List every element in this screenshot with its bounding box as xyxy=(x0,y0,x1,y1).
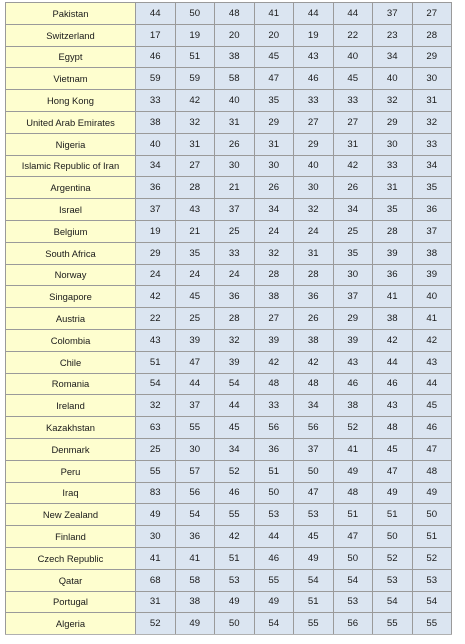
value-cell[interactable]: 42 xyxy=(333,155,373,177)
value-cell[interactable]: 31 xyxy=(136,591,176,613)
value-cell[interactable]: 51 xyxy=(254,460,294,482)
value-cell[interactable]: 28 xyxy=(175,177,215,199)
value-cell[interactable]: 44 xyxy=(175,373,215,395)
value-cell[interactable]: 28 xyxy=(294,264,334,286)
country-cell[interactable]: Portugal xyxy=(6,591,136,613)
value-cell[interactable]: 41 xyxy=(175,547,215,569)
value-cell[interactable]: 34 xyxy=(333,199,373,221)
value-cell[interactable]: 21 xyxy=(215,177,255,199)
value-cell[interactable]: 52 xyxy=(136,613,176,635)
table-row xyxy=(6,460,452,482)
value-cell[interactable]: 53 xyxy=(373,569,413,591)
value-cell[interactable]: 32 xyxy=(254,242,294,264)
table-row xyxy=(6,438,452,460)
value-cell[interactable]: 38 xyxy=(215,46,255,68)
value-cell[interactable]: 30 xyxy=(412,68,452,90)
value-cell[interactable]: 45 xyxy=(215,417,255,439)
value-cell[interactable]: 58 xyxy=(215,68,255,90)
value-cell[interactable]: 55 xyxy=(215,504,255,526)
value-cell[interactable]: 55 xyxy=(412,613,452,635)
value-cell[interactable]: 54 xyxy=(254,613,294,635)
value-cell[interactable]: 25 xyxy=(333,220,373,242)
value-cell[interactable]: 51 xyxy=(333,504,373,526)
value-cell[interactable]: 47 xyxy=(373,460,413,482)
value-cell[interactable]: 54 xyxy=(136,373,176,395)
value-cell[interactable]: 53 xyxy=(254,504,294,526)
value-cell[interactable]: 34 xyxy=(136,155,176,177)
value-cell[interactable]: 27 xyxy=(294,111,334,133)
value-cell[interactable]: 51 xyxy=(373,504,413,526)
value-cell[interactable]: 31 xyxy=(294,242,334,264)
value-cell[interactable]: 40 xyxy=(333,46,373,68)
value-cell[interactable]: 36 xyxy=(254,438,294,460)
value-cell[interactable]: 50 xyxy=(175,3,215,25)
value-cell[interactable]: 43 xyxy=(373,395,413,417)
value-cell[interactable]: 49 xyxy=(294,547,334,569)
country-cell[interactable]: Algeria xyxy=(6,613,136,635)
value-cell[interactable]: 39 xyxy=(215,351,255,373)
value-cell[interactable]: 54 xyxy=(412,591,452,613)
value-cell[interactable]: 83 xyxy=(136,482,176,504)
value-cell[interactable]: 34 xyxy=(412,155,452,177)
value-cell[interactable]: 44 xyxy=(294,3,334,25)
value-cell[interactable]: 37 xyxy=(175,395,215,417)
value-cell[interactable]: 38 xyxy=(412,242,452,264)
value-cell[interactable]: 57 xyxy=(175,460,215,482)
value-cell[interactable]: 29 xyxy=(333,308,373,330)
value-cell[interactable]: 26 xyxy=(333,177,373,199)
table-row xyxy=(6,46,452,68)
value-cell[interactable]: 24 xyxy=(175,264,215,286)
country-cell[interactable]: Islamic Republic of Iran xyxy=(6,155,136,177)
value-cell[interactable]: 31 xyxy=(254,133,294,155)
table-row xyxy=(6,373,452,395)
value-cell[interactable]: 30 xyxy=(175,438,215,460)
value-cell[interactable]: 27 xyxy=(254,308,294,330)
value-cell[interactable]: 44 xyxy=(254,526,294,548)
value-cell[interactable]: 46 xyxy=(373,373,413,395)
value-cell[interactable]: 47 xyxy=(175,351,215,373)
country-cell[interactable]: Hong Kong xyxy=(6,90,136,112)
value-cell[interactable]: 39 xyxy=(373,242,413,264)
country-cell[interactable]: Peru xyxy=(6,460,136,482)
value-cell[interactable]: 39 xyxy=(333,329,373,351)
value-cell[interactable]: 28 xyxy=(215,308,255,330)
country-cell[interactable]: Qatar xyxy=(6,569,136,591)
value-cell[interactable]: 48 xyxy=(254,373,294,395)
value-cell[interactable]: 55 xyxy=(175,417,215,439)
table-row xyxy=(6,613,452,635)
table-row xyxy=(6,417,452,439)
country-cell[interactable]: Switzerland xyxy=(6,24,136,46)
value-cell[interactable]: 56 xyxy=(254,417,294,439)
value-cell[interactable]: 63 xyxy=(136,417,176,439)
value-cell[interactable]: 49 xyxy=(175,613,215,635)
table-row xyxy=(6,482,452,504)
value-cell[interactable]: 54 xyxy=(175,504,215,526)
value-cell[interactable]: 36 xyxy=(215,286,255,308)
table-row xyxy=(6,68,452,90)
value-cell[interactable]: 35 xyxy=(412,177,452,199)
value-cell[interactable]: 46 xyxy=(254,547,294,569)
value-cell[interactable]: 42 xyxy=(412,329,452,351)
value-cell[interactable]: 42 xyxy=(136,286,176,308)
table-row xyxy=(6,199,452,221)
value-cell[interactable]: 39 xyxy=(254,329,294,351)
value-cell[interactable]: 22 xyxy=(333,24,373,46)
value-cell[interactable]: 55 xyxy=(254,569,294,591)
value-cell[interactable]: 50 xyxy=(333,547,373,569)
value-cell[interactable]: 30 xyxy=(373,133,413,155)
value-cell[interactable]: 46 xyxy=(215,482,255,504)
value-cell[interactable]: 68 xyxy=(136,569,176,591)
value-cell[interactable]: 41 xyxy=(373,286,413,308)
value-cell[interactable]: 44 xyxy=(373,351,413,373)
table-row xyxy=(6,504,452,526)
value-cell[interactable]: 49 xyxy=(373,482,413,504)
value-cell[interactable]: 51 xyxy=(136,351,176,373)
value-cell[interactable]: 38 xyxy=(175,591,215,613)
value-cell[interactable]: 31 xyxy=(333,133,373,155)
table-row xyxy=(6,395,452,417)
value-cell[interactable]: 37 xyxy=(373,3,413,25)
value-cell[interactable]: 33 xyxy=(215,242,255,264)
value-cell[interactable]: 28 xyxy=(254,264,294,286)
value-cell[interactable]: 35 xyxy=(175,242,215,264)
value-cell[interactable]: 54 xyxy=(333,569,373,591)
value-cell[interactable]: 50 xyxy=(294,460,334,482)
value-cell[interactable]: 40 xyxy=(412,286,452,308)
value-cell[interactable]: 45 xyxy=(175,286,215,308)
value-cell[interactable]: 33 xyxy=(294,90,334,112)
value-cell[interactable]: 30 xyxy=(136,526,176,548)
value-cell[interactable]: 49 xyxy=(136,504,176,526)
value-cell[interactable]: 53 xyxy=(333,591,373,613)
value-cell[interactable]: 51 xyxy=(412,526,452,548)
value-cell[interactable]: 37 xyxy=(294,438,334,460)
value-cell[interactable]: 55 xyxy=(294,613,334,635)
value-cell[interactable]: 49 xyxy=(333,460,373,482)
value-cell[interactable]: 44 xyxy=(136,3,176,25)
value-cell[interactable]: 24 xyxy=(215,264,255,286)
value-cell[interactable]: 43 xyxy=(294,46,334,68)
value-cell[interactable]: 33 xyxy=(373,155,413,177)
value-cell[interactable]: 38 xyxy=(333,395,373,417)
value-cell[interactable]: 52 xyxy=(373,547,413,569)
value-cell[interactable]: 19 xyxy=(294,24,334,46)
value-cell[interactable]: 34 xyxy=(373,46,413,68)
value-cell[interactable]: 45 xyxy=(294,526,334,548)
value-cell[interactable]: 29 xyxy=(254,111,294,133)
table-row xyxy=(6,177,452,199)
value-cell[interactable]: 40 xyxy=(136,133,176,155)
value-cell[interactable]: 54 xyxy=(215,373,255,395)
table-row xyxy=(6,220,452,242)
value-cell[interactable]: 42 xyxy=(175,90,215,112)
value-cell[interactable]: 37 xyxy=(333,286,373,308)
value-cell[interactable]: 43 xyxy=(333,351,373,373)
value-cell[interactable]: 31 xyxy=(412,90,452,112)
value-cell[interactable]: 33 xyxy=(254,395,294,417)
value-cell[interactable]: 59 xyxy=(175,68,215,90)
value-cell[interactable]: 31 xyxy=(215,111,255,133)
value-cell[interactable]: 37 xyxy=(136,199,176,221)
value-cell[interactable]: 25 xyxy=(175,308,215,330)
value-cell[interactable]: 47 xyxy=(412,438,452,460)
country-cell[interactable]: Austria xyxy=(6,308,136,330)
value-cell[interactable]: 29 xyxy=(412,46,452,68)
value-cell[interactable]: 45 xyxy=(333,68,373,90)
country-cell[interactable]: Singapore xyxy=(6,286,136,308)
value-cell[interactable]: 32 xyxy=(412,111,452,133)
value-cell[interactable]: 41 xyxy=(136,547,176,569)
value-cell[interactable]: 31 xyxy=(175,133,215,155)
value-cell[interactable]: 46 xyxy=(333,373,373,395)
value-cell[interactable]: 42 xyxy=(215,526,255,548)
value-cell[interactable]: 30 xyxy=(215,155,255,177)
value-cell[interactable]: 33 xyxy=(136,90,176,112)
country-cell[interactable]: Finland xyxy=(6,526,136,548)
country-cell[interactable]: Ireland xyxy=(6,395,136,417)
table-body xyxy=(6,3,452,635)
value-cell[interactable]: 48 xyxy=(294,373,334,395)
value-cell[interactable]: 19 xyxy=(175,24,215,46)
value-cell[interactable]: 47 xyxy=(294,482,334,504)
value-cell[interactable]: 34 xyxy=(215,438,255,460)
value-cell[interactable]: 21 xyxy=(175,220,215,242)
value-cell[interactable]: 42 xyxy=(373,329,413,351)
value-cell[interactable]: 36 xyxy=(412,199,452,221)
value-cell[interactable]: 29 xyxy=(136,242,176,264)
value-cell[interactable]: 28 xyxy=(412,24,452,46)
value-cell[interactable]: 27 xyxy=(333,111,373,133)
table-row xyxy=(6,3,452,25)
value-cell[interactable]: 35 xyxy=(254,90,294,112)
value-cell[interactable]: 46 xyxy=(412,417,452,439)
country-cell[interactable]: Israel xyxy=(6,199,136,221)
value-cell[interactable]: 36 xyxy=(373,264,413,286)
table-row xyxy=(6,286,452,308)
country-cell[interactable]: Chile xyxy=(6,351,136,373)
country-cell[interactable]: Iraq xyxy=(6,482,136,504)
value-cell[interactable]: 53 xyxy=(294,504,334,526)
value-cell[interactable]: 51 xyxy=(175,46,215,68)
value-cell[interactable]: 56 xyxy=(333,613,373,635)
country-cell[interactable]: Colombia xyxy=(6,329,136,351)
country-cell[interactable]: Nigeria xyxy=(6,133,136,155)
value-cell[interactable]: 41 xyxy=(254,3,294,25)
value-cell[interactable]: 36 xyxy=(294,286,334,308)
value-cell[interactable]: 36 xyxy=(136,177,176,199)
value-cell[interactable]: 45 xyxy=(254,46,294,68)
value-cell[interactable]: 30 xyxy=(294,177,334,199)
value-cell[interactable]: 56 xyxy=(175,482,215,504)
value-cell[interactable]: 52 xyxy=(412,547,452,569)
value-cell[interactable]: 40 xyxy=(294,155,334,177)
value-cell[interactable]: 31 xyxy=(373,177,413,199)
value-cell[interactable]: 44 xyxy=(412,373,452,395)
value-cell[interactable]: 33 xyxy=(412,133,452,155)
table-row xyxy=(6,90,452,112)
country-cell[interactable]: Egypt xyxy=(6,46,136,68)
value-cell[interactable]: 24 xyxy=(136,264,176,286)
value-cell[interactable]: 46 xyxy=(136,46,176,68)
country-cell[interactable]: Denmark xyxy=(6,438,136,460)
country-cell[interactable]: United Arab Emirates xyxy=(6,111,136,133)
table-row xyxy=(6,155,452,177)
value-cell[interactable]: 52 xyxy=(333,417,373,439)
value-cell[interactable]: 38 xyxy=(136,111,176,133)
value-cell[interactable]: 37 xyxy=(215,199,255,221)
value-cell[interactable]: 25 xyxy=(136,438,176,460)
value-cell[interactable]: 35 xyxy=(333,242,373,264)
value-cell[interactable]: 30 xyxy=(333,264,373,286)
value-cell[interactable]: 36 xyxy=(175,526,215,548)
value-cell[interactable]: 38 xyxy=(254,286,294,308)
value-cell[interactable]: 49 xyxy=(412,482,452,504)
value-cell[interactable]: 47 xyxy=(333,526,373,548)
value-cell[interactable]: 45 xyxy=(412,395,452,417)
country-cell[interactable]: Kazakhstan xyxy=(6,417,136,439)
country-cell[interactable]: Romania xyxy=(6,373,136,395)
value-cell[interactable]: 32 xyxy=(175,111,215,133)
value-cell[interactable]: 27 xyxy=(412,3,452,25)
country-cell[interactable]: Norway xyxy=(6,264,136,286)
value-cell[interactable]: 19 xyxy=(136,220,176,242)
value-cell[interactable]: 20 xyxy=(215,24,255,46)
value-cell[interactable]: 46 xyxy=(294,68,334,90)
value-cell[interactable]: 56 xyxy=(294,417,334,439)
value-cell[interactable]: 39 xyxy=(412,264,452,286)
value-cell[interactable]: 27 xyxy=(175,155,215,177)
country-cell[interactable]: Pakistan xyxy=(6,3,136,25)
table-row xyxy=(6,351,452,373)
value-cell[interactable]: 34 xyxy=(254,199,294,221)
value-cell[interactable]: 39 xyxy=(175,329,215,351)
value-cell[interactable]: 32 xyxy=(136,395,176,417)
value-cell[interactable]: 42 xyxy=(294,351,334,373)
value-cell[interactable]: 49 xyxy=(215,591,255,613)
value-cell[interactable]: 20 xyxy=(254,24,294,46)
value-cell[interactable]: 35 xyxy=(373,199,413,221)
value-cell[interactable]: 53 xyxy=(412,569,452,591)
value-cell[interactable]: 29 xyxy=(294,133,334,155)
value-cell[interactable]: 48 xyxy=(333,482,373,504)
country-cell[interactable]: Argentina xyxy=(6,177,136,199)
table-row xyxy=(6,133,452,155)
value-cell[interactable]: 51 xyxy=(294,591,334,613)
table-row xyxy=(6,547,452,569)
value-cell[interactable]: 32 xyxy=(215,329,255,351)
table-row xyxy=(6,264,452,286)
country-cell[interactable]: New Zealand xyxy=(6,504,136,526)
value-cell[interactable]: 50 xyxy=(373,526,413,548)
value-cell[interactable]: 42 xyxy=(254,351,294,373)
table-row xyxy=(6,308,452,330)
value-cell[interactable]: 50 xyxy=(215,613,255,635)
value-cell[interactable]: 34 xyxy=(294,395,334,417)
value-cell[interactable]: 40 xyxy=(373,68,413,90)
value-cell[interactable]: 59 xyxy=(136,68,176,90)
value-cell[interactable]: 38 xyxy=(373,308,413,330)
value-cell[interactable]: 26 xyxy=(215,133,255,155)
value-cell[interactable]: 37 xyxy=(412,220,452,242)
table-row xyxy=(6,569,452,591)
value-cell[interactable]: 58 xyxy=(175,569,215,591)
country-cell[interactable]: Belgium xyxy=(6,220,136,242)
value-cell[interactable]: 43 xyxy=(136,329,176,351)
value-cell[interactable]: 43 xyxy=(175,199,215,221)
value-cell[interactable]: 44 xyxy=(215,395,255,417)
value-cell[interactable]: 52 xyxy=(215,460,255,482)
value-cell[interactable]: 25 xyxy=(215,220,255,242)
value-cell[interactable]: 33 xyxy=(333,90,373,112)
value-cell[interactable]: 47 xyxy=(254,68,294,90)
value-cell[interactable]: 54 xyxy=(294,569,334,591)
value-cell[interactable]: 54 xyxy=(373,591,413,613)
value-cell[interactable]: 51 xyxy=(215,547,255,569)
value-cell[interactable]: 43 xyxy=(412,351,452,373)
table-row xyxy=(6,111,452,133)
value-cell[interactable]: 55 xyxy=(373,613,413,635)
value-cell[interactable]: 29 xyxy=(373,111,413,133)
value-cell[interactable]: 41 xyxy=(412,308,452,330)
value-cell[interactable]: 26 xyxy=(294,308,334,330)
value-cell[interactable]: 50 xyxy=(254,482,294,504)
table-row xyxy=(6,329,452,351)
value-cell[interactable]: 48 xyxy=(215,3,255,25)
value-cell[interactable]: 53 xyxy=(215,569,255,591)
table-row xyxy=(6,526,452,548)
value-cell[interactable]: 48 xyxy=(412,460,452,482)
value-cell[interactable]: 49 xyxy=(254,591,294,613)
value-cell[interactable]: 41 xyxy=(333,438,373,460)
value-cell[interactable]: 44 xyxy=(333,3,373,25)
value-cell[interactable]: 45 xyxy=(373,438,413,460)
value-cell[interactable]: 28 xyxy=(373,220,413,242)
value-cell[interactable]: 17 xyxy=(136,24,176,46)
value-cell[interactable]: 24 xyxy=(254,220,294,242)
value-cell[interactable]: 32 xyxy=(373,90,413,112)
table-row xyxy=(6,591,452,613)
value-cell[interactable]: 32 xyxy=(294,199,334,221)
value-cell[interactable]: 48 xyxy=(373,417,413,439)
value-cell[interactable]: 38 xyxy=(294,329,334,351)
value-cell[interactable]: 50 xyxy=(412,504,452,526)
value-cell[interactable]: 26 xyxy=(254,177,294,199)
value-cell[interactable]: 30 xyxy=(254,155,294,177)
value-cell[interactable]: 24 xyxy=(294,220,334,242)
value-cell[interactable]: 55 xyxy=(136,460,176,482)
value-cell[interactable]: 40 xyxy=(215,90,255,112)
table-row xyxy=(6,242,452,264)
table-row xyxy=(6,24,452,46)
value-cell[interactable]: 23 xyxy=(373,24,413,46)
value-cell[interactable]: 22 xyxy=(136,308,176,330)
data-table xyxy=(5,2,452,635)
country-cell[interactable]: Vietnam xyxy=(6,68,136,90)
country-cell[interactable]: Czech Republic xyxy=(6,547,136,569)
country-cell[interactable]: South Africa xyxy=(6,242,136,264)
